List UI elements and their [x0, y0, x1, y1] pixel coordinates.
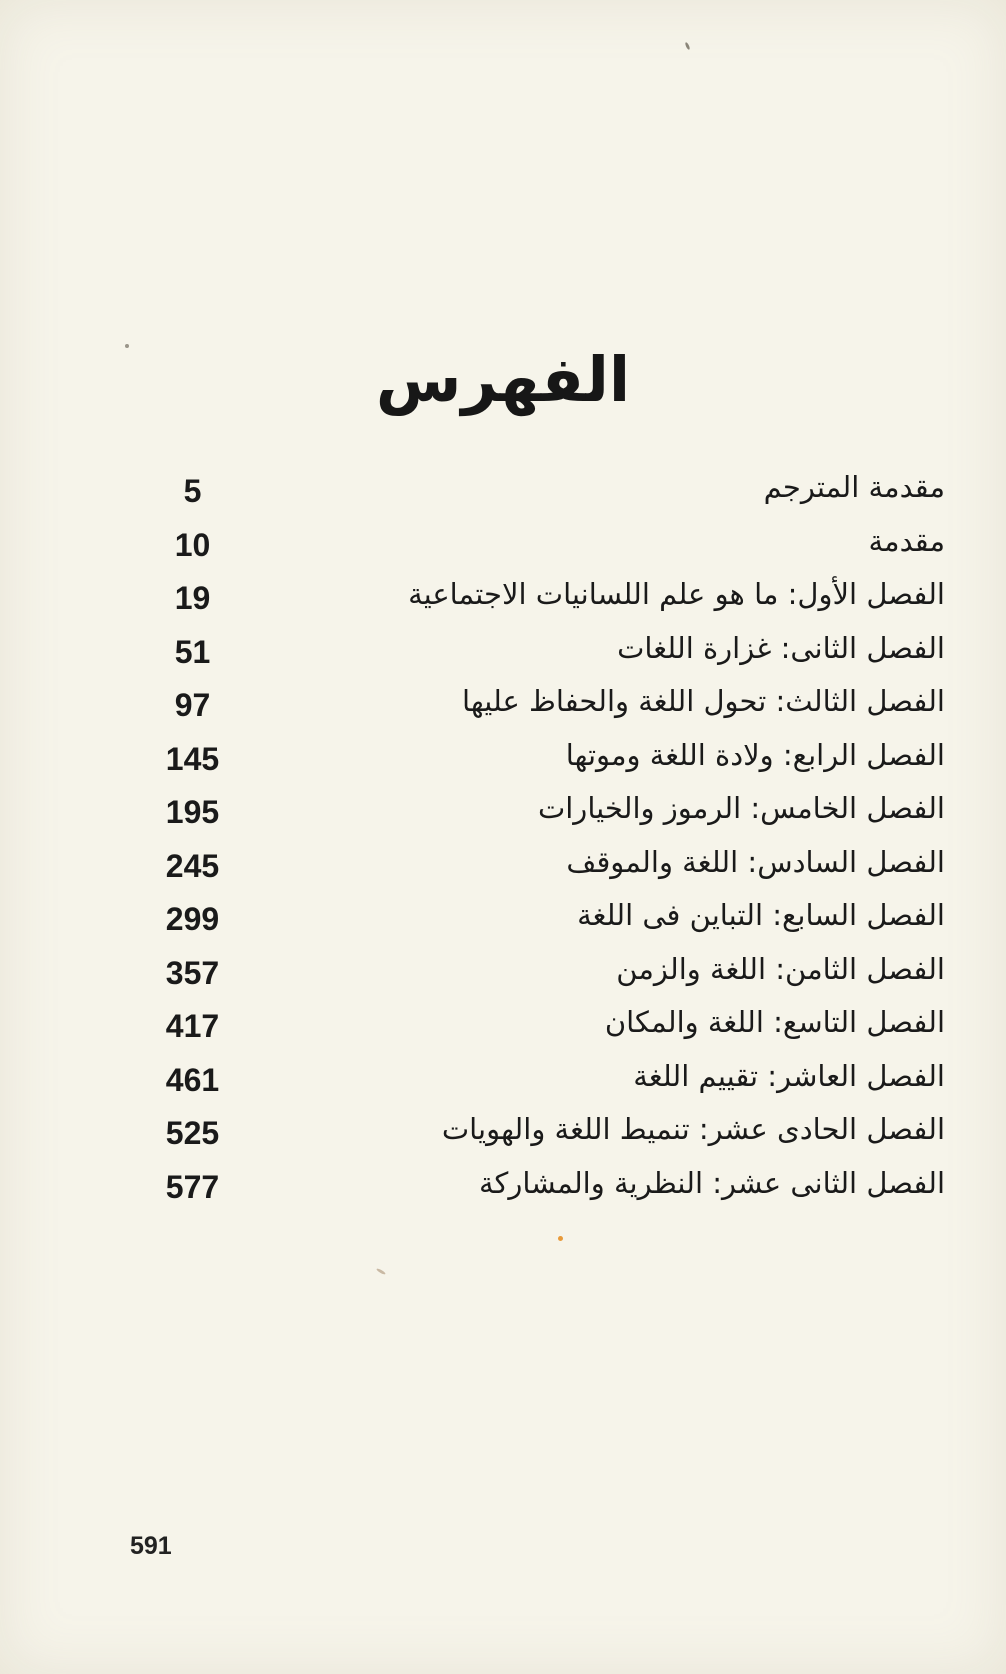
toc-entry: [150, 467, 945, 521]
toc-entry: [150, 1056, 945, 1110]
toc-entry-title: الفصل السابع: التباين فى اللغة: [577, 898, 945, 932]
toc-entry: [150, 895, 945, 949]
toc-entry-page: 5: [183, 473, 202, 509]
print-speck: [684, 42, 690, 51]
toc-entry-page: 525: [165, 1115, 220, 1151]
toc-entry-page: 461: [165, 1061, 220, 1098]
page-title: الفهرس: [375, 342, 631, 416]
toc-entry-title: الفصل الثالث: تحول اللغة والحفاظ عليها: [461, 684, 945, 718]
toc-entry-page: 19: [174, 580, 211, 616]
table-of-contents: [150, 467, 945, 1216]
toc-entry-title: الفصل التاسع: اللغة والمكان: [604, 1005, 945, 1039]
toc-entry-title: الفصل الرابع: ولادة اللغة وموتها: [565, 737, 945, 772]
toc-entry-title: الفصل الثانى: غزارة اللغات: [617, 630, 945, 665]
toc-entry: [150, 949, 945, 1003]
toc-entry-page: 357: [165, 954, 220, 991]
toc-entry: [150, 842, 945, 896]
toc-entry-page: 145: [165, 740, 220, 777]
toc-entry-page: 97: [174, 687, 211, 723]
toc-entry: [150, 1109, 945, 1163]
page-number: 591: [130, 1532, 172, 1560]
toc-entry-title: مقدمة المترجم: [763, 470, 945, 504]
toc-entry-page: 299: [165, 901, 220, 937]
toc-entry-title: الفصل الثامن: اللغة والزمن: [616, 951, 945, 986]
toc-entry: [150, 1163, 945, 1217]
toc-entry-title: الفصل الأول: ما هو علم اللسانيات الاجتماعية: [408, 577, 945, 611]
toc-entry-page: 577: [165, 1168, 220, 1205]
toc-entry-page: 245: [165, 847, 220, 884]
print-speck: [558, 1236, 563, 1241]
print-speck: [376, 1268, 386, 1276]
toc-entry: [150, 1002, 945, 1056]
toc-entry-page: 417: [165, 1008, 220, 1044]
toc-entry-title: الفصل الخامس: الرموز والخيارات: [537, 791, 945, 825]
toc-entry: [150, 681, 945, 735]
toc-entry-title: مقدمة: [868, 523, 945, 558]
toc-entry-page: 10: [174, 526, 211, 563]
toc-entry: [150, 521, 945, 575]
toc-entry: [150, 574, 945, 628]
toc-entry-title: الفصل الحادى عشر: تنميط اللغة والهويات: [441, 1112, 945, 1146]
toc-entry: [150, 735, 945, 789]
toc-entry-page: 195: [165, 794, 220, 830]
toc-entry-title: الفصل السادس: اللغة والموقف: [566, 844, 945, 879]
toc-entry-page: 51: [174, 633, 211, 670]
toc-entry-title: الفصل الثانى عشر: النظرية والمشاركة: [479, 1165, 945, 1200]
toc-entry: [150, 788, 945, 842]
toc-entry-title: الفصل العاشر: تقييم اللغة: [633, 1058, 945, 1093]
toc-entry: [150, 628, 945, 682]
